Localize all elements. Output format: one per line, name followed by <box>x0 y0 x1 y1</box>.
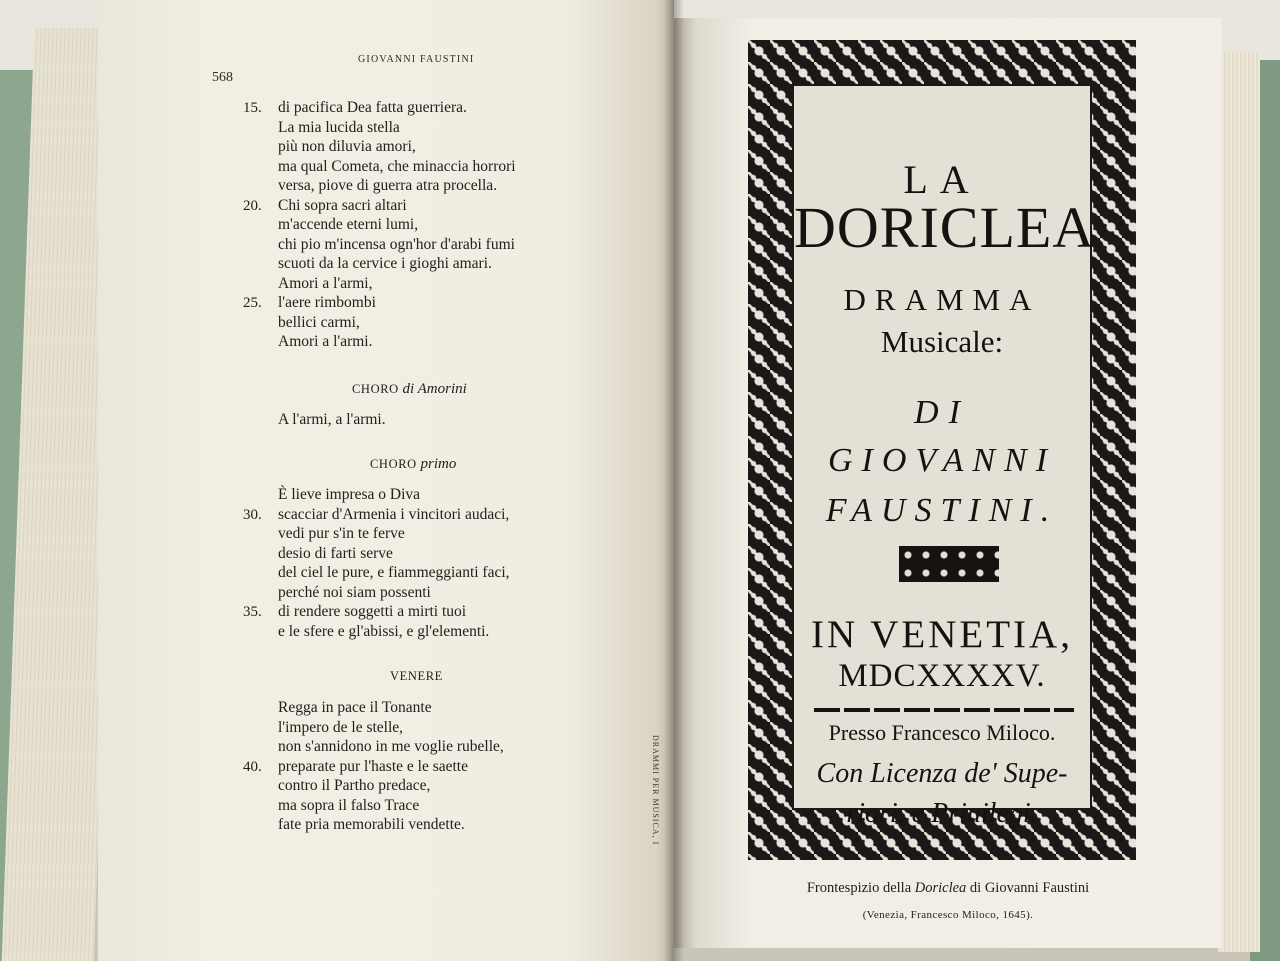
verse-line: versa, piove di guerra atra procella. <box>278 177 498 194</box>
verse-line: Regga in pace il Tonante <box>278 699 432 716</box>
verse-line: A l'armi, a l'armi. <box>278 411 386 428</box>
frontispiece-plate <box>748 40 1136 860</box>
verse-line: preparate pur l'haste e le saette <box>278 757 468 775</box>
section-heading-choro-amorini <box>352 381 467 398</box>
verse-line: desio di farti serve <box>278 544 393 562</box>
line-number: 35. <box>243 604 262 620</box>
book-gutter <box>664 0 684 961</box>
line-number: 20. <box>243 197 262 214</box>
verse-line: È lieve impresa o Diva <box>278 486 421 503</box>
verse-line: non s'annidono in me voglie rubelle, <box>278 738 504 755</box>
caption-before: Frontespizio della <box>806 880 915 896</box>
plate-caption-source: (Venezia, Francesco Miloco, 1645). <box>862 909 1034 921</box>
title-panel <box>792 84 1096 829</box>
verse-line: chi pio m'incensa ogn'hor d'arabi fumi <box>278 235 515 253</box>
line-number: 15. <box>243 100 262 116</box>
page-number: 568 <box>212 70 233 85</box>
verse-line: perché noi siam possenti <box>278 583 431 601</box>
imprint-place: IN VENETIA, <box>811 613 1073 656</box>
imprint-printer: Presso Francesco Miloco. <box>828 720 1056 745</box>
heading-caps: CHORO <box>370 457 417 471</box>
verse-line: La mia lucida stella <box>278 118 400 136</box>
verse-line: Chi sopra sacri altari <box>278 196 407 214</box>
author-last-name: FAUSTINI. <box>825 492 1059 529</box>
verse-line: più non diluvia amori, <box>278 138 416 155</box>
title-genre: DRAMMA <box>843 282 1041 317</box>
title-article: LA <box>903 157 981 202</box>
verse-line: contro il Partho predace, <box>278 777 431 794</box>
gutter-signature: DRAMMI PER MUSICA, I <box>651 735 660 846</box>
section-heading-choro-primo <box>370 456 456 473</box>
verse-line: m'accende eterni lumi, <box>278 216 419 233</box>
running-head: GIOVANNI FAUSTINI <box>358 54 475 65</box>
verse-line: l'aere rimbombi <box>278 294 376 311</box>
verse-line: ma qual Cometa, che minaccia horrori <box>278 157 516 175</box>
verse-line: e le sfere e gl'abissi, e gl'elementi. <box>278 622 490 640</box>
verse-line: bellici carmi, <box>278 313 360 331</box>
verse-line: fate pria memorabili vendette. <box>278 816 465 833</box>
verse-line: Amori a l'armi, <box>278 274 373 292</box>
heading-caps: VENERE <box>390 669 443 683</box>
verse-line: Amori a l'armi. <box>278 333 373 350</box>
imprint-licence-1: Con Licenza de' Supe- <box>816 758 1068 789</box>
section-heading-venere <box>390 669 443 684</box>
title-main: DORICLEA <box>794 195 1096 260</box>
author-first-name: GIOVANNI <box>827 442 1057 479</box>
verse-line: di pacifica Dea fatta guerriera. <box>278 99 467 116</box>
dashed-rule <box>814 708 1074 712</box>
heading-italic: primo <box>420 456 457 472</box>
verse-line: l'impero de le stelle, <box>278 718 404 736</box>
imprint-licence-2: riori, e Priuilegi. <box>846 798 1038 829</box>
verse-line: vedi pur s'in te ferve <box>278 525 405 542</box>
imprint-year: MDCXXXXV. <box>838 658 1046 694</box>
plate-caption <box>674 880 1222 897</box>
verse-line: ma sopra il falso Trace <box>278 796 420 814</box>
verse-line: scacciar d'Armenia i vincitori audaci, <box>278 505 510 523</box>
caption-after: di Giovanni Faustini <box>966 880 1090 896</box>
verse-line: di rendere soggetti a mirti tuoi <box>278 603 467 620</box>
heading-caps: CHORO <box>352 382 399 396</box>
line-number: 25. <box>243 295 262 311</box>
verse-line: scuoti da la cervice i gioghi amari. <box>278 255 492 272</box>
page-edges-right <box>1218 52 1260 952</box>
verse-line: del ciel le pure, e fiammeggianti faci, <box>278 564 510 581</box>
heading-italic: di Amorini <box>402 381 467 397</box>
ornament-icon <box>899 546 999 582</box>
line-number: 40. <box>243 758 262 775</box>
line-number: 30. <box>243 506 262 523</box>
author-di: DI <box>914 394 970 431</box>
caption-italic: Doriclea <box>914 880 967 896</box>
title-genre-2: Musicale: <box>880 324 1004 359</box>
